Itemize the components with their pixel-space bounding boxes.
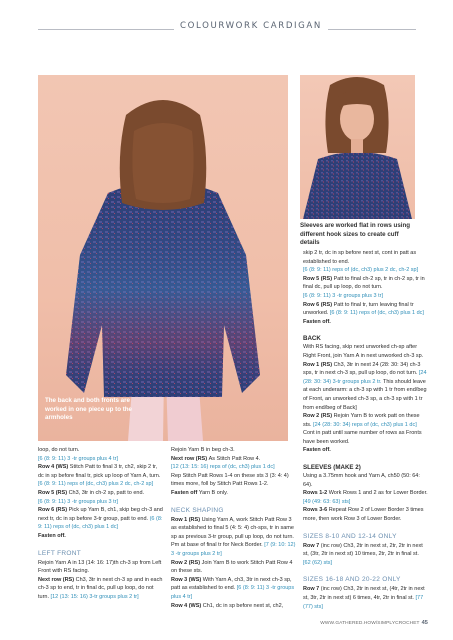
instruction-text: (inc row) Ch3, 2tr in next st, 2tr, 2tr in next st, (3tr, 2tr in next st) 10 times, 2tr, 2tr in final st. bbox=[303, 542, 423, 558]
stitch-count: [6 (8: 9: 11) reps of (dc, ch3) plus 1 dc] bbox=[329, 310, 424, 317]
text-column-1 bbox=[38, 446, 163, 602]
row-label: Row 5 (RS) bbox=[303, 275, 334, 282]
row-label: Row 7 bbox=[303, 586, 321, 593]
pattern-line bbox=[38, 498, 163, 507]
pattern-line bbox=[38, 463, 163, 480]
pattern-line bbox=[38, 480, 163, 489]
instruction-text: Yarn B only. bbox=[198, 489, 228, 496]
instruction-text: Patt to final tr, turn leaving final tr unworked. bbox=[303, 301, 414, 317]
stitch-count: [6 (8: 9: 11) 3 -tr groups plus 4 tr] bbox=[38, 455, 118, 462]
row-label: Rows 3-6 bbox=[303, 507, 329, 514]
row-label: Fasten off. bbox=[303, 447, 331, 454]
pattern-line bbox=[171, 489, 296, 498]
stitch-count: (6 (8: 9: 11) reps of (dc, ch3) plus 1 dc] bbox=[38, 515, 163, 531]
pattern-line bbox=[38, 455, 163, 464]
instruction-text: (inc row) Ch3, 2tr in next st, (4tr, 2tr in next st, 3tr, 2tr in next st) 6 times, 4tr, 2tr in final st. bbox=[303, 586, 425, 601]
page-footer bbox=[300, 620, 428, 626]
stitch-count: [12 (13: 15: 16) 3-tr groups plus 2 tr] bbox=[50, 593, 139, 600]
footer-site: WWW.GATHERED.HOW/SIMPLYCROCHET bbox=[320, 621, 420, 626]
main-photo bbox=[38, 75, 288, 441]
row-label: Row 2 (RS) bbox=[171, 559, 202, 566]
pattern-line bbox=[303, 446, 428, 455]
row-label: Row 6 (RS) bbox=[38, 507, 69, 514]
row-label: Next row (RS) bbox=[171, 455, 209, 462]
pattern-line bbox=[38, 506, 163, 532]
instruction-text: Ch3, 3tr in next ch-3 sp and in each ch-3 sp to end, tr in final dc, pull up loop, do not turn. bbox=[38, 576, 163, 600]
row-label: Row 4 (WS) bbox=[38, 464, 70, 471]
pattern-line: Rejoin Yarn A in 13 (14: 16: 17)th ch-3 sp from Left Front with RS facing. bbox=[38, 559, 162, 575]
pattern-line bbox=[171, 516, 296, 559]
pattern-line bbox=[303, 275, 428, 292]
pattern-line bbox=[303, 266, 428, 275]
pattern-line bbox=[38, 576, 163, 602]
instruction-text: Ch3, 3tr in next 24 (28: 30: 34) ch-3 sps, tr in next ch-3 sp, pull up loop, do not turn. bbox=[303, 361, 421, 377]
detail-photo bbox=[300, 75, 415, 219]
row-label: Row 5 (RS) bbox=[38, 489, 69, 496]
row-label: Row 4 (WS) bbox=[171, 602, 203, 609]
instruction-text: Rejoin Yarn B to work patt on these sts. bbox=[303, 413, 420, 428]
instruction-text: Stitch Patt to final 3 tr, ch2, skip 2 tr, dc in sp before final tr, pick up loop of Yarn A, turn. bbox=[38, 464, 161, 479]
pattern-line bbox=[303, 585, 428, 611]
text-column-3 bbox=[303, 249, 428, 611]
row-label: Row 2 (RS) bbox=[303, 413, 334, 420]
row-label: Rows 1-2 bbox=[303, 490, 329, 497]
stitch-count: [6 (8: 9: 11) reps of (dc, ch3) plus 2 dc, ch-2 sp] bbox=[38, 481, 154, 488]
pattern-line bbox=[303, 542, 428, 568]
instruction-text: Work Rows 1 and 2 as for Lower Border. bbox=[328, 490, 428, 497]
stitch-count: [62 (62) sts] bbox=[303, 559, 333, 566]
row-label: Fasten off. bbox=[303, 318, 331, 325]
pattern-line: Cont in patt until same number of rows as Fronts have been worked. bbox=[303, 430, 422, 445]
instruction-text: Ch1, dc in sp before next st, ch2, bbox=[202, 602, 284, 609]
text-column-2 bbox=[171, 446, 296, 610]
pattern-line: skip 2 tr, dc in sp before next st, cont in patt as established to end. bbox=[303, 250, 417, 265]
pattern-line bbox=[303, 489, 428, 506]
pattern-line: Rep Stitch Patt Rows 1-4 on these sts 3 (3: 4: 4) times more, foll by Stitch Patt Rows 1-2. bbox=[171, 472, 289, 488]
pattern-line: Rejoin Yarn B in beg ch-3. bbox=[171, 447, 235, 453]
model-front-illustration bbox=[300, 75, 415, 219]
pattern-line bbox=[303, 412, 428, 429]
page-title: COLOURWORK CARDIGAN bbox=[180, 21, 322, 31]
stitch-count: [6 (8: 9: 11) 3 -tr groups plus 4 tr] bbox=[171, 585, 295, 600]
row-label: Fasten off bbox=[171, 489, 199, 496]
stitch-count: [6 (8: 9: 11) reps of (dc, ch3) plus 2 dc, ch-2 sp] bbox=[303, 267, 419, 274]
pattern-line bbox=[171, 559, 296, 576]
pattern-line bbox=[38, 532, 163, 541]
header-rule-right bbox=[328, 29, 416, 30]
row-label: Next row (RS) bbox=[38, 576, 76, 583]
header-rule-left bbox=[38, 29, 174, 30]
pattern-line bbox=[171, 576, 296, 602]
stitch-count: [49 (49: 63: 63) sts] bbox=[303, 498, 351, 505]
instruction-text: Repeat Row 2 of Lower Border 3 times more, then work Row 3 of Lower Border. bbox=[303, 507, 424, 523]
main-photo-caption: The back and both fronts are worked in one piece up to the armholes bbox=[45, 397, 132, 422]
section-heading: NECK SHAPING bbox=[171, 506, 224, 514]
pattern-line: loop, do not turn. bbox=[38, 447, 80, 453]
section-heading: BACK bbox=[303, 335, 321, 343]
row-label: Row 1 (RS) bbox=[303, 361, 334, 368]
section-heading: LEFT FRONT bbox=[38, 549, 81, 557]
row-label: Row 3 (WS) bbox=[171, 576, 203, 583]
pattern-line bbox=[303, 472, 428, 489]
stitch-count: [7 (9: 10: 12) 3 -tr groups plus 2 tr] bbox=[171, 542, 296, 557]
stitch-count: [24 (28: 30: 34) reps of (dc, ch3) plus 1 dc] bbox=[313, 421, 417, 428]
instruction-text: With Yarn A, ch3, 3tr in next ch-3 sp, patt as established to end. bbox=[171, 576, 292, 592]
page-number: 45 bbox=[421, 620, 428, 626]
instruction-text: Join Yarn B to work Stitch Patt Row 4 on these sts. bbox=[171, 559, 293, 575]
instruction-text: Ch3, 3tr in ch-2 sp, patt to end. bbox=[68, 489, 145, 496]
stitch-count: [6 (8: 9: 11) 3 -tr groups plus 3 tr] bbox=[38, 498, 118, 505]
pattern-line bbox=[38, 489, 163, 498]
pattern-line: With RS facing, skip next unworked ch-sp after Right Front, join Yarn A in next unworked ch-3 sp. bbox=[303, 344, 424, 359]
section-heading: SIZES 8-10 AND 12-14 ONLY bbox=[303, 532, 397, 540]
pattern-line bbox=[171, 463, 296, 472]
pattern-line bbox=[171, 602, 296, 611]
pattern-line bbox=[303, 301, 428, 318]
pattern-line bbox=[303, 506, 428, 523]
model-back-illustration bbox=[38, 75, 288, 441]
instruction-text: Pick up Yarn B, ch1, skip beg ch-3 and next tr, dc in sp before 3-tr group, patt to end. bbox=[38, 507, 163, 522]
stitch-count: [12 (13: 15: 16) reps of (dc, ch3) plus 1 dc] bbox=[171, 464, 275, 471]
stitch-count: [24 (28: 30: 34) 3-tr groups plus 2 tr. bbox=[303, 370, 427, 385]
stitch-count: [6 (8: 9: 11) 3 -tr groups plus 3 tr] bbox=[303, 292, 383, 299]
instruction-text: This should leave at each underarm: a ch-3 sp with 1 tr from end/beg of Front, an unworked ch-3 sp, a ch-3 sp with 1 tr from end/beg of Back] bbox=[303, 378, 427, 411]
row-label: Row 6 (RS) bbox=[303, 301, 334, 308]
section-heading: SLEEVES (MAKE 2) bbox=[303, 464, 361, 472]
instruction-text: As Stitch Patt Row 4. bbox=[208, 455, 261, 462]
detail-photo-caption: Sleeves are worked flat in rows using different hook sizes to create cuff details bbox=[300, 222, 411, 247]
instruction-text: Patt to final ch-2 sp, tr in ch-2 sp, tr in final dc, pull up loop, do not turn. bbox=[303, 275, 425, 291]
pattern-line bbox=[171, 455, 296, 464]
stitch-count: [77 (77) sts] bbox=[303, 595, 424, 610]
section-heading: SIZES 16-18 AND 20-22 ONLY bbox=[303, 576, 401, 584]
row-label: Fasten off. bbox=[38, 532, 66, 539]
row-label: Row 7 bbox=[303, 542, 321, 549]
pattern-line bbox=[303, 361, 428, 413]
row-label: Row 1 (RS) bbox=[171, 516, 202, 523]
pattern-line bbox=[303, 292, 428, 301]
instruction-text: Using a 3.75mm hook and Yarn A, ch50 (50: 64: 64). bbox=[303, 473, 420, 488]
pattern-line bbox=[303, 318, 428, 327]
instruction-text: Using Yarn A, work Stitch Patt Row 3 as established to final 5 (4: 5: 4) ch-sps, tr in same sp as previous 3-tr group, pull up loop, do not turn. Pm at base of final tr for Neck Border. bbox=[171, 516, 294, 549]
